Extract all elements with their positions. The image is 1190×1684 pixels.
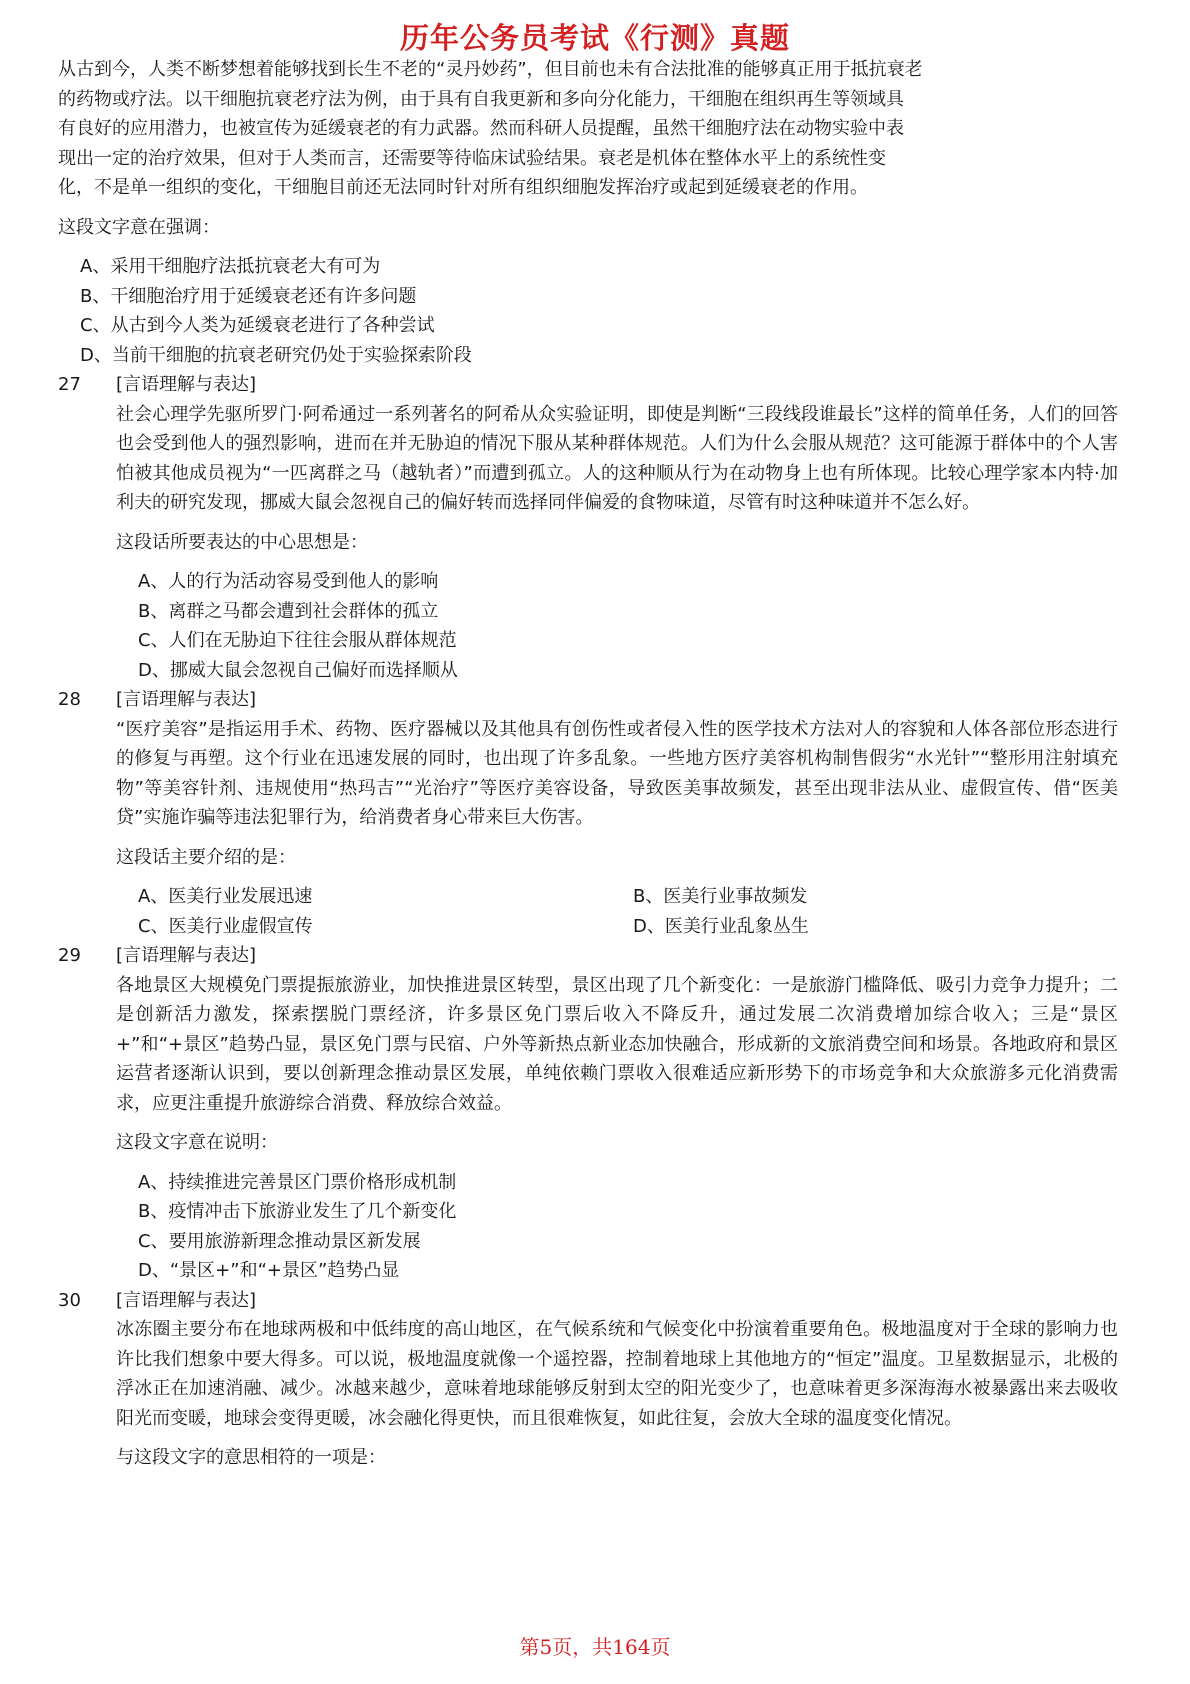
question-number: 29	[58, 945, 81, 966]
question-category: [言语理解与表达]	[116, 689, 257, 710]
option-c: C、要用旅游新理念推动景区新发展	[138, 1230, 421, 1252]
question-category: [言语理解与表达]	[116, 374, 257, 395]
q26-line: 的药物或疗法。以干细胞抗衰老疗法为例，由于具有自我更新和多向分化能力，干细胞在组织再生等领域具	[58, 88, 904, 110]
option-c: C、人们在无胁迫下往往会服从群体规范	[138, 630, 457, 651]
question-passage: “医疗美容”是指运用手术、药物、医疗器械以及其他具有创伤性或者侵入性的医学技术方法对人的容貌和人体各部位形态进行的修复与再塑。这个行业在迅速发展的同时，也出现了许多乱象。一些地方医疗美容机构制售假劣“水光针”“整形用注射填充物”等美容针剂、违规使用“热玛吉”“光治疗”等医疗美容设备，导致医美事故频发，甚至出现非法从业、虚假宣传、借“医美贷”实施诈骗等违法犯罪行为，给消费者身心带来巨大伤害。	[116, 718, 1118, 828]
question-prompt: 这段话主要介绍的是：	[116, 846, 296, 868]
q26-option-d: D、当前干细胞的抗衰老研究仍处于实验探索阶段	[80, 344, 472, 366]
question-prompt: 这段话所要表达的中心思想是：	[116, 531, 368, 553]
option-a: A、人的行为活动容易受到他人的影响	[138, 571, 439, 592]
question-options	[116, 882, 1118, 941]
q26-option-a: A、采用干细胞疗法抵抗衰老大有可为	[80, 256, 381, 277]
q26-option-c: C、从古到今人类为延缓衰老进行了各种尝试	[80, 315, 435, 336]
q26-options	[58, 252, 1118, 370]
question-number: 27	[58, 374, 81, 395]
option-d: D、医美行业乱象丛生	[633, 915, 809, 937]
page-number: 第5页，共164页	[519, 1635, 671, 1659]
option-b: B、离群之马都会遭到社会群体的孤立	[138, 600, 439, 622]
question-passage: 冰冻圈主要分布在地球两极和中低纬度的高山地区，在气候系统和气候变化中扮演着重要角色。极地温度对于全球的影响力也许比我们想象中要大得多。可以说，极地温度就像一个遥控器，控制着地球上其他地方的“恒定”温度。卫星数据显示，北极的浮冰正在加速消融、减少。冰越来越少，意味着地球能够反射到太空的阳光变少了，也意味着更多深海海水被暴露出来去吸收阳光而变暖，地球会变得更暖，冰会融化得更快，而且很难恢复，如此往复，会放大全球的温度变化情况。	[116, 1319, 1118, 1429]
question-category: [言语理解与表达]	[116, 1289, 257, 1311]
question-options	[116, 567, 1118, 685]
question-prompt: 与这段文字的意思相符的一项是：	[116, 1447, 386, 1468]
question-options	[116, 1168, 1118, 1286]
q26-line: 化，不是单一组织的变化，干细胞目前还无法同时针对所有组织细胞发挥治疗或起到延缓衰老的作用。	[58, 177, 868, 198]
option-a: A、持续推进完善景区门票价格形成机制	[138, 1171, 457, 1193]
question-number: 30	[58, 1289, 81, 1311]
page-content	[58, 55, 1118, 1483]
option-d: D、挪威大鼠会忽视自己偏好而选择顺从	[138, 659, 458, 681]
option-b: B、疫情冲击下旅游业发生了几个新变化	[138, 1201, 457, 1222]
q26-line: 有良好的应用潜力，也被宣传为延缓衰老的有力武器。然而科研人员提醒，虽然干细胞疗法在动物实验中表	[58, 118, 904, 139]
question-28	[58, 685, 1118, 941]
question-number: 28	[58, 689, 81, 710]
option-d: D、“景区+”和“+景区”趋势凸显	[138, 1260, 400, 1281]
q26-line: 从古到今，人类不断梦想着能够找到长生不老的“灵丹妙药”，但目前也未有合法批准的能够真正用于抵抗衰老	[58, 59, 923, 80]
question-passage: 社会心理学先驱所罗门·阿希通过一系列著名的阿希从众实验证明，即使是判断“三段线段谁最长”这样的简单任务，人们的回答也会受到他人的强烈影响，进而在并无胁迫的情况下服从某种群体规范。人们为什么会服从规范？这可能源于群体中的个人害怕被其他成员视为“一匹离群之马（越轨者）”而遭到孤立。人的这种顺从行为在动物身上也有所体现。比较心理学家本内特·加利夫的研究发现，挪威大鼠会忽视自己的偏好转而选择同伴偏爱的食物味道，尽管有时这种味道并不怎么好。	[116, 403, 1118, 513]
option-c: C、医美行业虚假宣传	[138, 915, 313, 937]
q26-line: 现出一定的治疗效果，但对于人类而言，还需要等待临床试验结果。衰老是机体在整体水平上的系统性变	[58, 147, 886, 169]
question-category: [言语理解与表达]	[116, 945, 257, 966]
q26-prompt: 这段文字意在强调：	[58, 216, 220, 238]
question-passage: 各地景区大规模免门票提振旅游业，加快推进景区转型，景区出现了几个新变化：一是旅游门槛降低、吸引力竞争力提升；二是创新活力激发，探索摆脱门票经济，许多景区免门票后收入不降反升，通过发展二次消费增加综合收入；三是“景区+”和“+景区”趋势凸显，景区免门票与民宿、户外等新热点新业态加快融合，形成新的文旅消费空间和场景。各地政府和景区运营者逐渐认识到，要以创新理念推动景区发展，单纯依赖门票收入很难适应新形势下的市场竞争和大众旅游多元化消费需求，应更注重提升旅游综合消费、释放综合效益。	[116, 974, 1118, 1114]
question-27	[58, 370, 1118, 685]
option-b: B、医美行业事故频发	[633, 886, 808, 907]
question-prompt: 这段文字意在说明：	[116, 1132, 278, 1153]
page-title: 历年公务员考试《行测》真题	[399, 21, 790, 55]
question-29	[58, 941, 1118, 1286]
q26-option-b: B、干细胞治疗用于延缓衰老还有许多问题	[80, 285, 417, 307]
q26-passage	[58, 55, 1118, 203]
option-a: A、医美行业发展迅速	[138, 886, 313, 907]
question-30	[58, 1286, 1118, 1473]
